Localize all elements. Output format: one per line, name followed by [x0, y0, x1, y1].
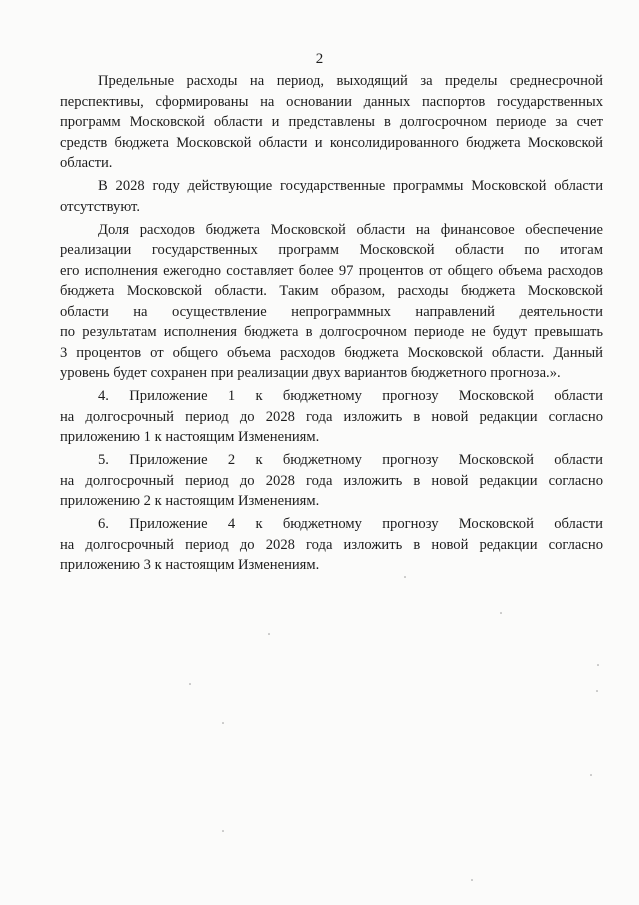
text-line: средств бюджета Московской области и консолидированного бюджета Московской — [60, 134, 603, 151]
scan-speck — [471, 879, 473, 881]
text-line: по результатам исполнения бюджета в долгосрочном периоде не будут превышать — [60, 324, 603, 340]
text-line: перспективы, сформированы на основании данных паспортов государственных — [60, 93, 603, 110]
text-line: отсутствуют. — [60, 198, 140, 215]
paragraph-expense-share — [60, 220, 603, 384]
scan-speck — [597, 664, 599, 666]
scan-speck — [268, 633, 270, 635]
text-line: уровень будет сохранен при реализации двух вариантов бюджетного прогноза.». — [60, 365, 561, 381]
text-line: бюджета Московской области. Таким образом, расходы бюджета Московской — [60, 283, 603, 299]
document-body — [60, 71, 603, 578]
scan-speck — [500, 612, 502, 614]
text-line: приложению 2 к настоящим Изменениям. — [60, 493, 320, 509]
text-line: его исполнения ежегодно составляет более 97 процентов от общего объема расходов — [60, 262, 603, 279]
paragraph-item-6 — [60, 514, 603, 576]
scan-speck — [590, 774, 592, 776]
text-line: В 2028 году действующие государственные программы Московской области — [98, 178, 603, 194]
scan-speck — [596, 690, 598, 692]
scan-speck — [222, 722, 224, 724]
text-line: 4. Приложение 1 к бюджетному прогнозу Московской области — [98, 388, 603, 404]
paragraph-item-5 — [60, 450, 603, 512]
page-number: 2 — [315, 51, 324, 67]
text-line: области. — [60, 155, 113, 171]
paragraph-item-4 — [60, 386, 603, 448]
text-line: Предельные расходы на период, выходящий за пределы среднесрочной — [98, 73, 603, 89]
text-line: приложению 1 к настоящим Изменениям. — [60, 429, 320, 445]
text-line: на долгосрочный период до 2028 года изложить в новой редакции согласно — [60, 408, 603, 425]
text-line: 3 процентов от общего объема расходов бюджета Московской области. Данный — [60, 344, 603, 361]
scan-speck — [222, 830, 224, 832]
text-line: приложению 3 к настоящим Изменениям. — [60, 557, 320, 573]
text-line: Доля расходов бюджета Московской области на финансовое обеспечение — [98, 221, 603, 238]
text-line: программ Московской области и представлены в долгосрочном периоде за счет — [60, 114, 603, 130]
text-line: области на осуществление непрограммных направлений деятельности — [60, 303, 603, 320]
text-line: 5. Приложение 2 к бюджетному прогнозу Московской области — [98, 452, 603, 468]
scan-speck — [189, 683, 191, 685]
text-line: на долгосрочный период до 2028 года изложить в новой редакции согласно — [60, 536, 603, 553]
text-line: на долгосрочный период до 2028 года изложить в новой редакции согласно — [60, 472, 603, 489]
text-line: 6. Приложение 4 к бюджетному прогнозу Московской области — [98, 516, 603, 532]
scan-speck — [404, 576, 406, 578]
paragraph-budget-limits — [60, 71, 603, 174]
paragraph-2028-programs — [60, 176, 603, 217]
text-line: реализации государственных программ Московской области по итогам — [60, 242, 603, 258]
